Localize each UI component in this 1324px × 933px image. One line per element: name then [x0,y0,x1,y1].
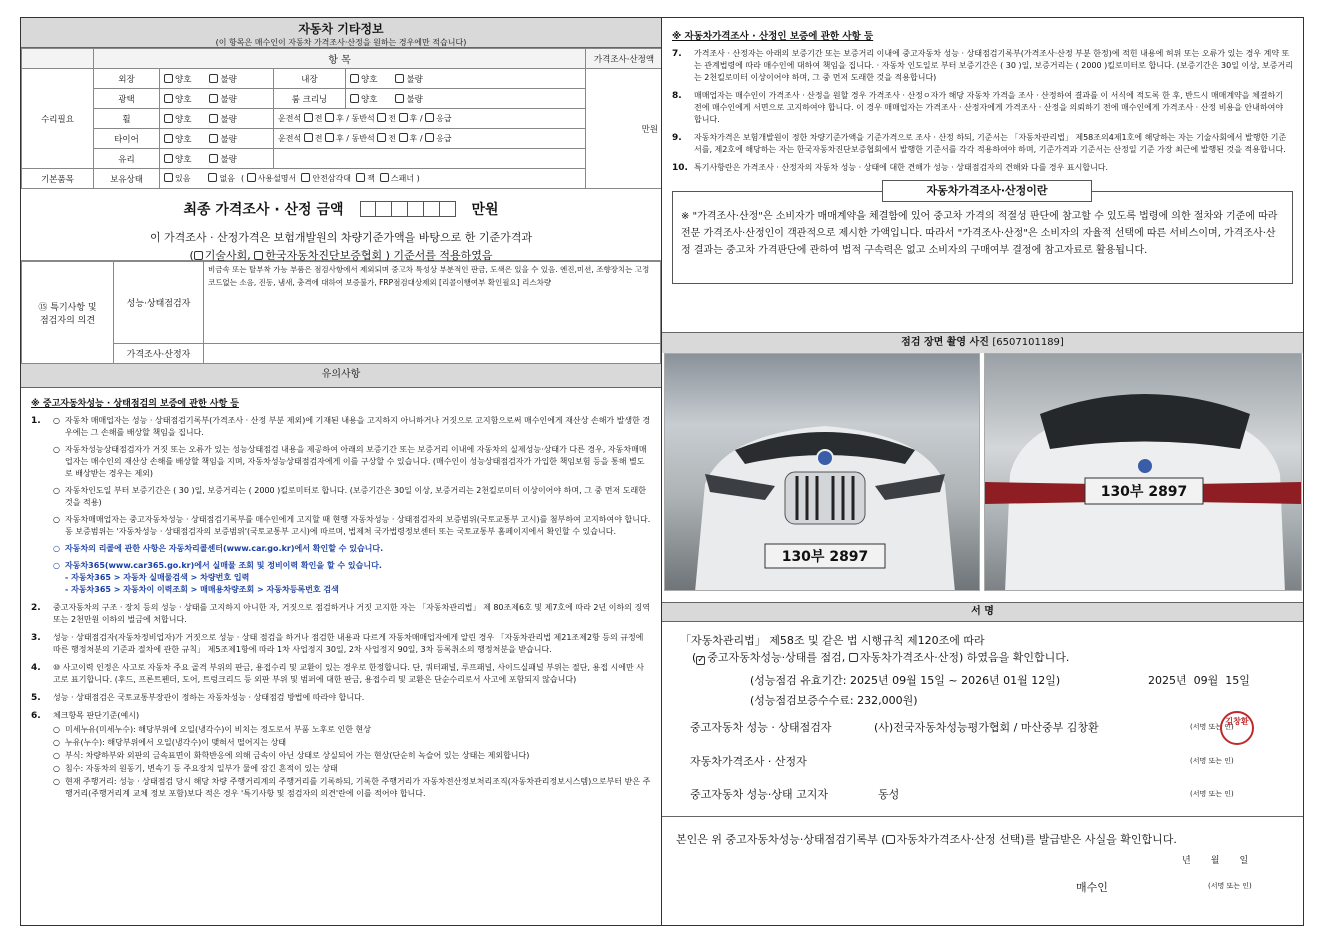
final-price-unit: 만원 [471,202,499,218]
wheel-passenger-rear-checkbox[interactable] [399,113,408,122]
photo-title-bar: 점검 장면 촬영 사진 [6507101189] [662,333,1303,353]
glass-good-checkbox[interactable] [164,154,173,163]
special-notes-table [21,261,661,364]
appraiser-sign-hint: (서명 또는 인) [1190,757,1234,765]
row-wheel: 휠 [94,109,160,129]
tire-passenger-front-checkbox[interactable] [377,133,386,142]
rear-photo [984,353,1302,591]
buyer-sign-hint: (서명 또는 인) [1208,882,1252,890]
manual-checkbox[interactable] [247,173,256,182]
spanner-checkbox[interactable] [380,173,389,182]
col-price: 가격조사·산정액 [586,49,663,69]
caution-item-1: 1. ○ 자동차 매매업자는 성능 · 상태점검기록부(가격조사 · 산정 부분 제외)에 기재된 내용을 고지하지 아니하거나 거짓으로 고지함으로써 매수인에게 재산상 손해가 발생한 경우에는 그 손해를 배상할 책임을 집니다. ○ 자동차성능상태점검자가 거짓 또는 오류가 있는 성능상태점검 내용을 제공하여 아래의 보증기간 또는 보증거리 이내에 자동차의 실제성능·상태가 다른 경우, 자동차매매업자는 매수인의 재산상 손해를 배상할 책임을 지며, 자동차성능상태점검자에게 이를 구상할 수 있습니다. (매수인이 성능상태점검자가 가입한 책임보험 등을 통해 별도로 배상받는 경우는 제외) ○ 자동차인도일 부터 보증기간은 ( 30 )일, 보증거리는 ( 2000 )킬로미터로 합니다. (보증기간은 30일 이상, 보증거리는 2천킬로미터 이상이어야 하며, 그 중 먼저 도래한 것을 적용) ○ 자동차매매업자는 중고자동차성능 · 상태점검기록부를 매수인에게 고지할 때 현행 자동차성능 · 상태점검자의 보증범위(국토교통부 고시)를 첨부하여 고지하여야 합니다. 동 보증범위는 '자동차성능 · 상태점검자의 보증범위'(국토교통부 고시)에 따르며, 법제처 국가법령정보센터 또는 국토교통부 홈페이지에서 확인할 수 있습니다. ○ 자동차의 리콜에 관한 사항은 자동차리콜센터(www.car.go.kr)에서 확인할 수 있습니다. ○ 자동차365(www.car365.go.kr)에서 실매물 조회 및 정비이력 확인을 할 수 있습니다. - 자동차365 > 자동차 실매물검색 > 차량번호 입력 - 자동차365 > 자동차이 이력조회 > 매매용차량조회 > 자동차등록번호 검색 [31,416,651,594]
possession-options: 있음 없음 ( 사용설명서 안전삼각대 잭 스패너 ) [160,169,586,189]
repair-label: 수리필요 [22,69,94,169]
basis-line1: 이 가격조사 · 산정가격은 보험개발원의 차량기준가액을 바탕으로 한 기준가격과 [149,231,533,244]
other-info-header [21,18,661,48]
signature-title: 서 명 [662,602,1303,622]
check-line: (✓ 중고자동차성능·상태를 점검, 자동차가격조사·산정) 하였음을 확인합니다. [692,649,1069,665]
gloss-good-checkbox[interactable] [164,94,173,103]
buyer-section [662,816,1303,925]
appraisal-box [672,180,1293,284]
tire-emergency-checkbox[interactable] [425,133,434,142]
gloss-bad-checkbox[interactable] [209,94,218,103]
caution-item-3: 3. 성능 · 상태점검자(자동차정비업자)가 거짓으로 성능 · 상태 점검을 하거나 점검한 내용과 다르게 자동차매매업자에게 알린 경우 「자동차관리법 제21조제2항 등의 규정에 따른 행정처분의 기준과 절차에 관한 규칙」 제5조제1항에 따라 1차 사업정지 30일, 2차 사업정지 90일, 3차 등록취소의 행정처분을 받습니다. [31,633,644,654]
exterior-bad-checkbox[interactable] [209,74,218,83]
final-price-label: 최종 가격조사 · 산정 금액 [183,202,344,218]
wheel-good-checkbox[interactable] [164,114,173,123]
caution-item-2: 2. 중고자동차의 구조 · 장치 등의 성능 · 상태를 고지하지 아니한 자, 거짓으로 점검하거나 거짓 고지한 자는 「자동차관리법」 제 80조제6호 및 제7호에 따라 2년 이하의 징역 또는 2천만원 이하의 벌금에 처합니다. [31,603,650,624]
right-column [662,18,1303,925]
room-bad-checkbox[interactable] [395,94,404,103]
caution-item-6: 6. 체크항목 판단기준(예시) ○ 미세누유(미세누수): 해당부위에 오일(냉각수)이 비치는 정도로서 부품 노후로 인한 현상 ○ 누유(누수): 해당부위에서 오일(냉각수)이 맺혀서 떨어지는 상태 ○ 부식: 차량하부와 외판의 금속표면이 화학반응에 의해 금속이 아닌 상태로 상실되어 가는 현상(단순히 녹슬어 있는 상태는 제외합니다) ○ 침수: 자동차의 원동기, 변속기 등 주요장치 일부가 물에 잠긴 흔적이 있는 상태 ○ 현재 주행거리: 성능 · 상태점검 당시 해당 차량 주행거리계의 주행거리를 기록하되, 기록한 주행거리가 자동차전산정보처리조직(자동차관리정보시스템)으로부터 받은 주행거리(주행거리계 교체 정보 포함)보다 적은 경우 '특기사항 및 점검자의 의견'란에 이를 적어야 합니다. [31,711,651,798]
notifier-sign-name: 동성 [878,788,900,801]
inspection-record-page [20,17,1304,926]
car-front-image [665,354,980,591]
buyer-confirm-line: 본인은 위 중고자동차성능·상태점검기록부 ( 자동차가격조사·산정 선택)를 발급받은 사실을 확인합니다. [676,833,1177,846]
appraiser-opinion-label: 가격조사·산정자 [114,344,204,364]
special-label: ⑮ 특기사항 및 점검자의 의견 [22,262,114,364]
cautions-heading: ※ 중고자동차성능 · 상태점검의 보증에 관한 사항 등 [31,399,239,409]
buyer-appraisal-checkbox[interactable] [886,835,895,844]
appraisal-box-title: 자동차가격조사·산정이란 [882,180,1092,202]
basis-line2: ( 기술사회, 한국자동차진단보증협회 ) 기준서를 적용하였음 [189,249,493,262]
jack-checkbox[interactable] [356,173,365,182]
validity-line: (성능점검 유효기간: 2025년 09월 15일 ~ 2026년 01월 12일) [750,674,1061,687]
guarantee-item-10: 10. 특기사항란은 가격조사 · 산정자의 자동차 성능 · 상태에 대한 견해가 성능 · 상태점검자의 견해와 다를 경우 표시합니다. [672,163,1109,173]
appraisal-check-checkbox[interactable] [849,653,858,662]
row-gloss: 광택 [94,89,160,109]
tire-driver-front-checkbox[interactable] [304,133,313,142]
guarantee-item-7: 7. 가격조사 · 산정자는 아래의 보증기간 또는 보증거리 이내에 중고자동차 성능 · 상태점검기록부(가격조사·산정 부분 한정)에 적힌 내용에 허위 또는 오류가 있는 경우 계약 또는 관계법령에 따라 매수인에 대하여 책임을 집니다. · 자동차 인도일로 부터 보증기간은 ( 30 )일, 보증거리는 ( 2000 )킬로미터로 합니다. (보증기간은 30일 이상, 보증거리는 2천킬로미터 이상이어야 하며, 그 중 먼저 도래한 것을 적용합니다) [672,49,1293,82]
row-interior: 내장 [274,69,346,89]
wheel-driver-rear-checkbox[interactable] [325,113,334,122]
front-plate: 130부 2897 [781,549,869,565]
wheel-passenger-front-checkbox[interactable] [377,113,386,122]
guarantee-heading: ※ 자동차가격조사 · 산정인 보증에 관한 사항 등 [672,31,874,42]
notifier-sign-hint: (서명 또는 인) [1190,790,1234,798]
signature-section [662,622,1303,816]
front-photo [664,353,980,591]
caution-item-4: 4. ⑩ 사고이력 인정은 사고로 자동차 주요 골격 부위의 판금, 용접수리 및 교환이 있는 경우로 한정합니다. 단, 쿼터패널, 루프패널, 사이드실패널 부위는 절단, 용접 시에만 사고로 표기합니다. (후드, 프론트펜더, 도어, 트렁크리드 등 외판 부위 및 범퍼에 대한 판금, 용접수리 및 교환은 단순수리로서 사고에 포함되지 않습니다) [31,663,644,684]
buyer-label: 매수인 [1076,881,1108,894]
car-rear-image [985,354,1302,591]
recall-link[interactable]: 자동차의 리콜에 관한 사항은 자동차리콜센터(www.car.go.kr)에서 확인할 수 있습니다. [65,544,384,553]
row-exterior: 외장 [94,69,160,89]
appraiser-opinion-text[interactable] [204,344,661,364]
left-column [21,18,662,925]
triangle-checkbox[interactable] [301,173,310,182]
interior-bad-checkbox[interactable] [395,74,404,83]
cautions-title: 유의사항 [21,364,661,388]
buyer-date: 년 월 일 [1182,856,1249,866]
tire-passenger-rear-checkbox[interactable] [399,133,408,142]
cautions-list [21,415,661,801]
have-checkbox[interactable] [164,173,173,182]
tech-society-checkbox[interactable] [194,251,203,260]
inspector-sign-hint: (서명 또는 인) [1190,723,1234,731]
other-info-subtitle: (이 항목은 매수인이 자동차 가격조사·산정을 원하는 경우에만 적습니다) [215,38,467,47]
appraiser-sign-label: 자동차가격조사 · 산정자 [690,755,807,768]
other-info-table: 항 목 가격조사·산정액 수리필요 외장 양호 불량 내장 양호 불량 만원 광택 양호 불량 룸 크리닝 양호 불량 휠 양호 불량 운전석 전 후 / 동반석 전 후 / 응급 타이어 양호 불량 운전석 전 후 / 동반석 전 후 / 응급 유리 양호 불량 기본품목 보유상태 있음 없음 ( 사용설명서 안전삼각대 잭 스패너 ) [21,48,662,189]
final-price-section [21,189,661,261]
exterior-good-checkbox[interactable] [164,74,173,83]
guarantee-item-9: 9. 자동차가격은 보험개발원이 정한 차량기준가액을 기준가격으로 조사 · 산정 하되, 기준서는 「자동차관리법」 제58조의4제1호에 해당하는 자는 기술사회에서 발행한 기준서를, 제2호에 해당하는 자는 한국자동차진단보증협회에서 발행한 기준서를 각각 적용하여야 하며, 기준가격과 기준서는 산정일 기준 가장 최근에 발행된 것을 적용합니다. [672,133,1287,154]
tire-seat-options: 운전석 전 후 / 동반석 전 후 / 응급 [274,129,586,149]
col-item: 항 목 [94,49,586,69]
inspector-seal: 김창환 [1220,711,1254,745]
performance-check-checkbox[interactable] [696,656,705,665]
notifier-sign-label: 중고자동차 성능·상태 고지자 [690,788,829,801]
tire-good-checkbox[interactable] [164,134,173,143]
guarantee-list [662,48,1303,174]
glass-bad-checkbox[interactable] [209,154,218,163]
tire-bad-checkbox[interactable] [209,134,218,143]
none-checkbox[interactable] [208,173,217,182]
row-tire: 타이어 [94,129,160,149]
car365-link[interactable]: 자동차365(www.car365.go.kr)에서 실매물 조회 및 정비이력 확인을 할 수 있습니다. [65,561,382,570]
fee-line: (성능점검보증수수료: 232,000원) [750,694,918,707]
price-unit: 만원 [586,69,663,189]
other-info-title: 자동차 기타정보 [298,22,384,36]
final-price-boxes[interactable] [360,201,456,217]
inspector-opinion-text: 비금속 또는 탈부착 가능 부품은 점검사항에서 제외되며 중고차 특성상 부분적인 판금, 도색은 있을 수 있음. 엔진,미션, 조향장치는 고정코드없는 소음, 진동, 냄새, 충격에 대하여 보증불가, FRP점검대상제외 [리콜이행여부 확인필요] 리스차량 [204,262,661,344]
inspector-sign-label: 중고자동차 성능 · 상태점검자 [690,721,832,734]
interior-good-checkbox[interactable] [350,74,359,83]
inspector-sign-name: (사)전국자동차성능평가협회 / 마산중부 김창환 [874,721,1099,734]
basic-label: 기본품목 [22,169,94,189]
wheel-driver-front-checkbox[interactable] [304,113,313,122]
tire-driver-rear-checkbox[interactable] [325,133,334,142]
caution-item-5: 5. 성능 · 상태점검은 국토교통부장관이 정하는 자동차성능 · 상태점검 방법에 따라야 합니다. [31,693,365,703]
photo-section [662,332,1303,610]
rear-plate: 130부 2897 [1100,484,1188,500]
wheel-emergency-checkbox[interactable] [425,113,434,122]
wheel-bad-checkbox[interactable] [209,114,218,123]
sign-date: 2025년 09월 15일 [1148,674,1250,687]
guarantee-item-8: 8. 매매업자는 매수인이 가격조사 · 산정을 원할 경우 가격조사 · 산정ㅇ자가 해당 자동차 가격을 조사 · 산정하여 결과를 이 서식에 적도록 한 후, 반드시 매매계약을 체결하기 전에 매수인에게 서면으로 고지하여야 합니다. 이 경우 매매업자는 가격조사 · 산정자에게 가격조사 · 산정을 의뢰하기 전에 매수인에게 가격조사 · 산정 비용을 안내하여야 합니다. [672,91,1284,124]
room-good-checkbox[interactable] [350,94,359,103]
row-glass: 유리 [94,149,160,169]
appraisal-box-text: ※ "가격조사·산정"은 소비자가 매매계약을 체결함에 있어 중고차 가격의 적절성 판단에 참고할 수 있도록 법령에 의한 절차와 기준에 따라 전문 가격조사·산정인이 객관적으로 제시한 가액입니다. 따라서 "가격조사·산정"은 소비자의 자율적 선택에 따른 서비스이며, 가격조사·산정 결과는 중고차 가격판단에 관하여 법적 구속력은 없고 소비자의 구매여부 결정에 참고자료로 활용됩니다. [672,191,1293,284]
inspector-opinion-label: 성능·상태점검자 [114,262,204,344]
wheel-seat-options: 운전석 전 후 / 동반석 전 후 / 응급 [274,109,586,129]
kadia-checkbox[interactable] [254,251,263,260]
row-possession: 보유상태 [94,169,160,189]
law-line: 「자동차관리법」 제58조 및 같은 법 시행규칙 제120조에 따라 [680,634,985,647]
row-room-cleaning: 룸 크리닝 [274,89,346,109]
